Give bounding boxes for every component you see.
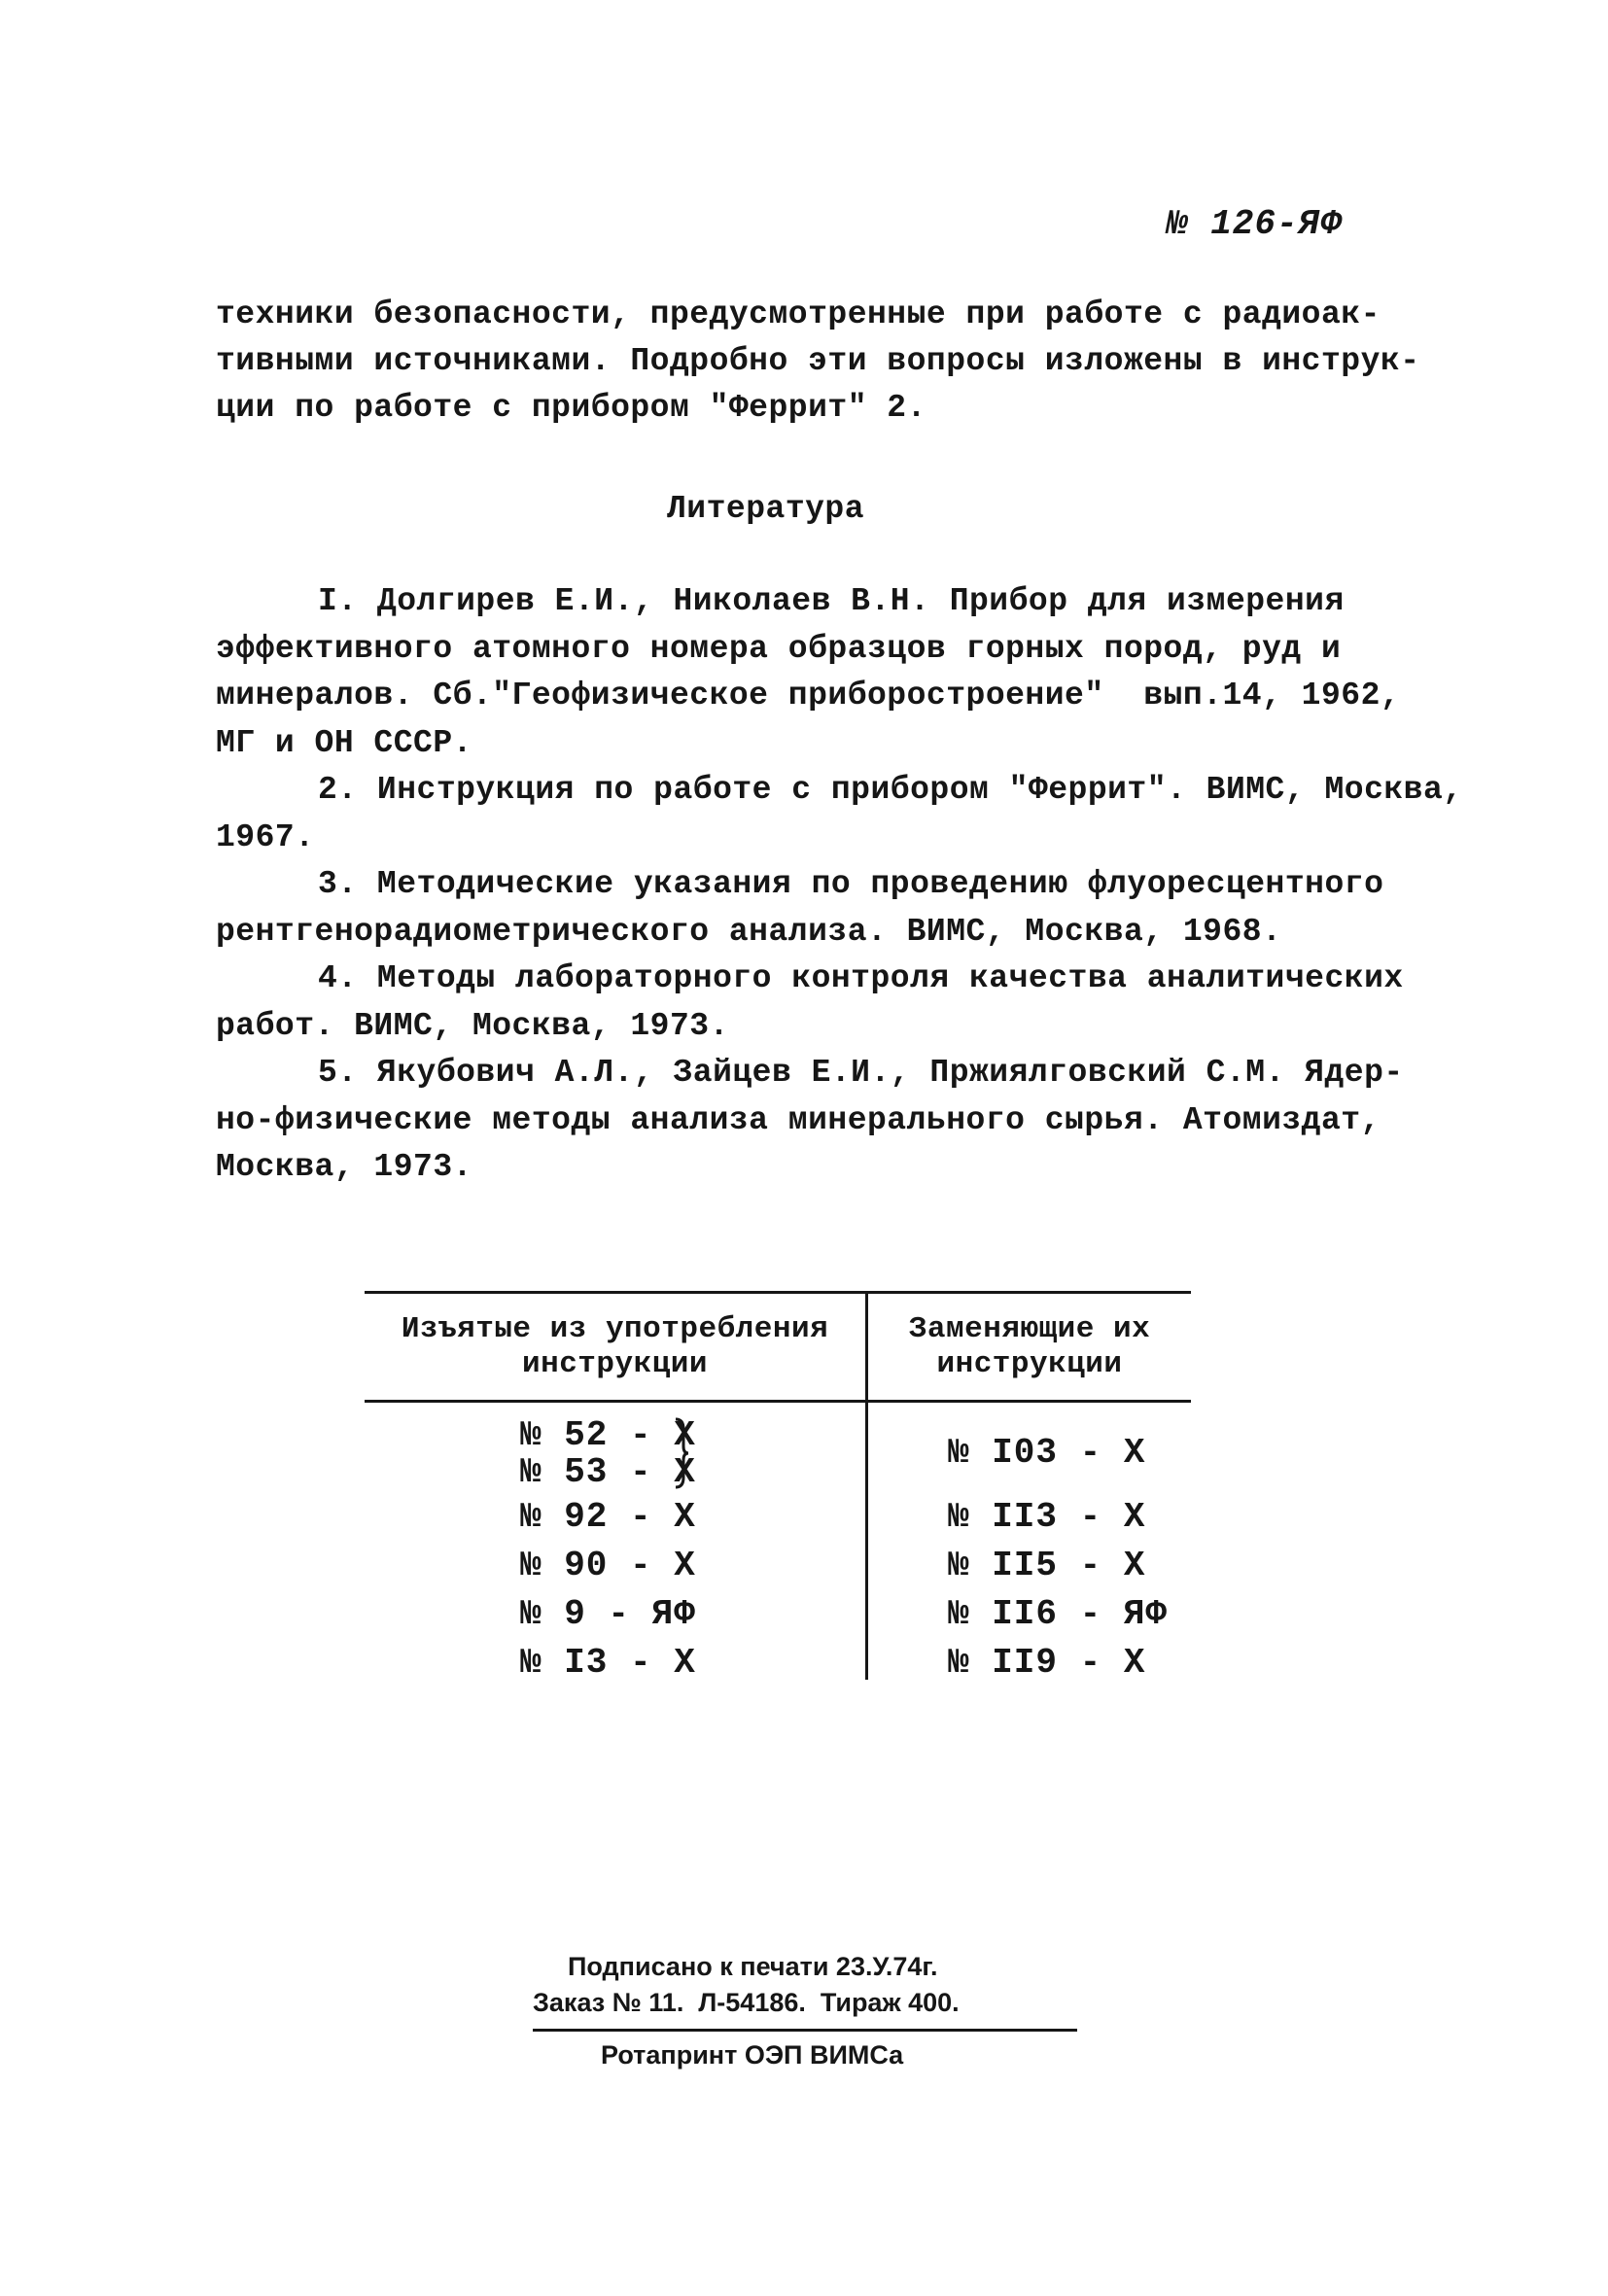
reference-line: 3. Методические указания по проведению флуоресцентного [318, 866, 1384, 902]
literature-list [216, 578, 1463, 1192]
withdrawn-cell: № 92 - Х [520, 1497, 696, 1537]
table-top-rule [365, 1291, 1191, 1294]
reference-line: 4. Методы лабораторного контроля качества аналитических [318, 960, 1404, 996]
imprint-rule [533, 2029, 1077, 2032]
page-number: № 126-ЯФ [1167, 204, 1343, 244]
reference-line: I. Долгирев Е.И., Николаев В.Н. Прибор для измерения [318, 583, 1345, 619]
reference-line: 2. Инструкция по работе с прибором "Феррит". ВИМС, Москва, [318, 772, 1463, 808]
replacement-cell: № I03 - Х [948, 1433, 1146, 1473]
reference-line: 1967. [216, 818, 315, 855]
reference-line: минералов. Сб."Геофизическое приборостроение" вып.14, 1962, [216, 678, 1401, 713]
imprint-signed: Подписано к печати 23.У.74г. [568, 1952, 938, 1981]
literature-title: Литература [667, 491, 865, 527]
body-paragraph [216, 292, 1421, 432]
imprint-block [533, 1949, 1077, 2073]
reference-line: рентгенорадиометрического анализа. ВИМС, Москва, 1968. [216, 913, 1282, 950]
withdrawn-cell: № 53 - Х [520, 1452, 696, 1492]
withdrawn-cell: № 9 - ЯФ [520, 1594, 696, 1634]
imprint-printer: Ротапринт ОЭП ВИМСа [601, 2040, 904, 2070]
replacement-cell: № II9 - Х [948, 1643, 1146, 1683]
withdrawn-cell: № I3 - Х [520, 1643, 696, 1683]
replacement-cell: № II6 - ЯФ [948, 1594, 1169, 1634]
reference-line: эффективного атомного номера образцов горных пород, руд и [216, 630, 1342, 667]
reference-line: МГ и ОН СССР. [216, 724, 472, 761]
replacement-table [365, 1291, 1191, 1683]
withdrawn-cell: № 90 - Х [520, 1546, 696, 1585]
header-replacement: Заменяющие их инструкции [908, 1312, 1151, 1381]
body-line: техники безопасности, предусмотренные при работе с радиоак- [216, 296, 1381, 332]
imprint-order: Заказ № 11. Л-54186. Тираж 400. [533, 1988, 960, 2017]
reference-line: работ. ВИМС, Москва, 1973. [216, 1007, 729, 1044]
withdrawn-cell: № 52 - Х [520, 1415, 696, 1455]
reference-line: но-физические методы анализа минерального сырья. Атомиздат, [216, 1101, 1381, 1138]
replacement-cell: № II3 - Х [948, 1497, 1146, 1537]
replacement-cell: № II5 - Х [948, 1546, 1146, 1585]
reference-line: Москва, 1973. [216, 1149, 472, 1185]
right-brace-icon [674, 1417, 689, 1489]
table-header-rule [365, 1400, 1191, 1403]
body-line: тивными источниками. Подробно эти вопросы изложены в инструк- [216, 343, 1420, 379]
header-withdrawn: Изъятые из употребления инструкции [401, 1312, 829, 1381]
reference-line: 5. Якубович А.Л., Зайцев Е.И., Пржиялговский С.М. Ядер- [318, 1055, 1404, 1091]
body-line: ции по работе с прибором "Феррит" 2. [216, 390, 926, 426]
